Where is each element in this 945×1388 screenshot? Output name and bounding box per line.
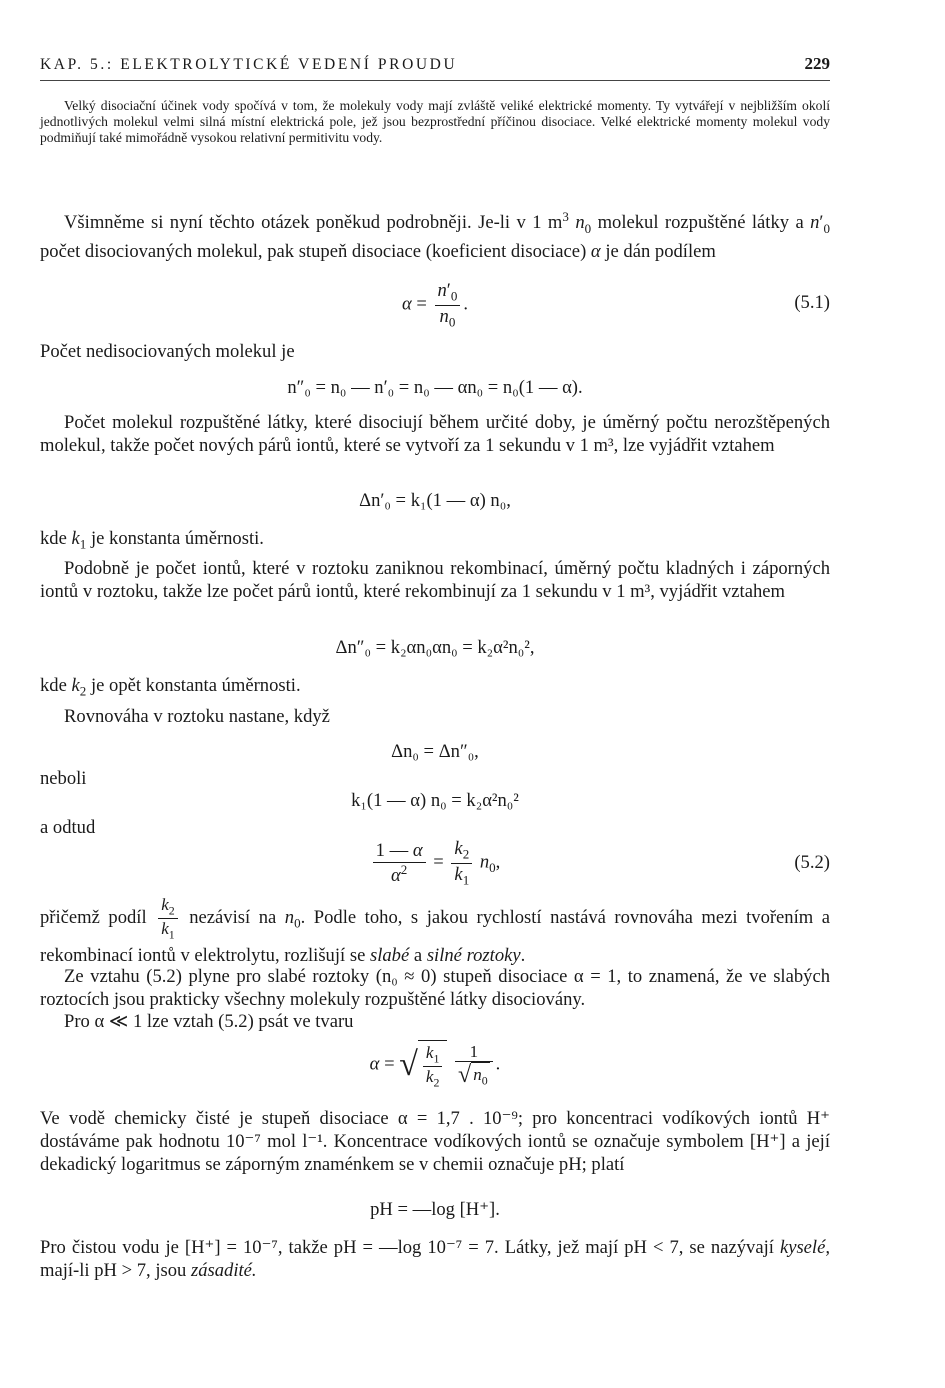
paragraph-k2: kde $k_2$ je opět konstanta úměrnosti.: [40, 675, 301, 699]
note-text: Velký disociační účinek vody spočívá v tom, že molekuly vody mají zvláště veliké elektrické momenty. Ty vytvářejí v nejbližším okolí jednotlivých molekul velmi silná místní elektrická pole, jež jsou bezprostřední příčinou disociace. Velké elektrické momenty molekul vody podmiňují také mimořádně vysokou relativní permitivitu vody.: [40, 98, 830, 145]
paragraph-acid-base: Pro čistou vodu je [H⁺] = 10⁻⁷, takže pH = —log 10⁻⁷ = 7. Látky, jež mají pH < 7, se nazývají kyselé, mají-li pH > 7, jsou zásadité.: [40, 1237, 830, 1281]
equation-number: (5.2): [794, 852, 830, 873]
paragraph-alpha-small: Pro α ≪ 1 lze vztah (5.2) psát ve tvaru: [64, 1011, 354, 1032]
paragraph-ph-definition: Ve vodě chemicky čisté je stupeň disociace α = 1,7 . 10⁻⁹; pro koncentraci vodíkových iontů H⁺ dostáváme pak hodnotu 10⁻⁷ mol l⁻¹. Koncentrace vodíkových iontů se označuje symbolem [H⁺] a její dekadický logaritmus se záporným znaménkem se v chemii označuje pH; platí: [40, 1108, 830, 1175]
small-print-note: [40, 98, 830, 146]
equation-equilibrium: Δn₀ = Δn″₀,: [391, 741, 479, 762]
paragraph-equilibrium: Rovnováha v roztoku nastane, když: [64, 706, 330, 727]
equation-dissociation: Δn′₀ = k₁(1 — α) n₀,: [359, 490, 511, 511]
running-title: KAP. 5.: ELEKTROLYTICKÉ VEDENÍ PROUDU: [40, 56, 458, 73]
equation-5-1: α = $\frac{n'_0}{n_0}$ .: [401, 280, 469, 330]
equation-undissociated: n″₀ = n₀ — n′₀ = n₀ — αn₀ = n₀(1 — α).: [287, 377, 583, 398]
equation-alpha-approx: α = √ $\frac{k_1}{k_2}$ $\frac{1}{√ n_0}$ .: [369, 1041, 501, 1090]
equation-number: (5.1): [794, 292, 830, 313]
page-header: [40, 54, 830, 81]
paragraph-weak-strong: přičemž podíl $\frac{k_2}{k_1}$ nezávisí na $n_0$. Podle toho, s jakou rychlostí nastává rovnováha mezi tvořením a rekombinací iontů v elektrolytu, rozlišují se slabé a silné roztoky.: [40, 895, 831, 967]
paragraph-undissociated: Počet nedisociovaných molekul je: [40, 341, 295, 362]
equation-5-2: $\frac{1 — \alpha}{\alpha^2}$ = $\frac{k_2}{k_1}$ $n_0$,: [0, 838, 870, 888]
paragraph-intro: Všimněme si nyní těchto otázek poněkud podrobněji. Je-li v 1 $m^3$ $n_0$ molekul rozpuštěné látky a $n'_0$ počet disociovaných molekul, pak stupeň disociace (koeficient disociace) α je dán podílem: [40, 209, 831, 262]
paragraph-weak-solutions: Ze vztahu (5.2) plyne pro slabé roztoky (n₀ ≈ 0) stupeň disociace α = 1, to znamená, že ve slabých roztocích jsou prakticky všechny molekuly rozpuštěné látky disociovány.: [40, 966, 830, 1010]
equation-balance: k₁(1 — α) n₀ = k₂α²n₀²: [351, 790, 519, 811]
page-number: 229: [804, 54, 830, 73]
equation-recombination: Δn″₀ = k₂αn₀αn₀ = k₂α²n₀²,: [335, 637, 535, 658]
paragraph-dissociation-rate: Počet molekul rozpuštěné látky, které disociují během určité doby, je úměrný počtu nerozštěpených molekul, takže počet nových párů iontů, které se vytvoří za 1 sekundu v 1 m³, lze vyjádřit vztahem: [40, 412, 830, 456]
label-neboli: neboli: [40, 768, 87, 789]
equation-ph: pH = —log [H⁺].: [370, 1199, 500, 1220]
paragraph-recombination: Podobně je počet iontů, které v roztoku zaniknou rekombinací, úměrný počtu kladných i záporných iontů v roztoku, takže lze počet párů iontů, které rekombinují za 1 sekundu v 1 m³, vyjádřit vztahem: [40, 558, 830, 602]
label-a-odtud: a odtud: [40, 817, 96, 838]
paragraph-k1: kde $k_1$ je konstanta úměrnosti.: [40, 528, 264, 552]
